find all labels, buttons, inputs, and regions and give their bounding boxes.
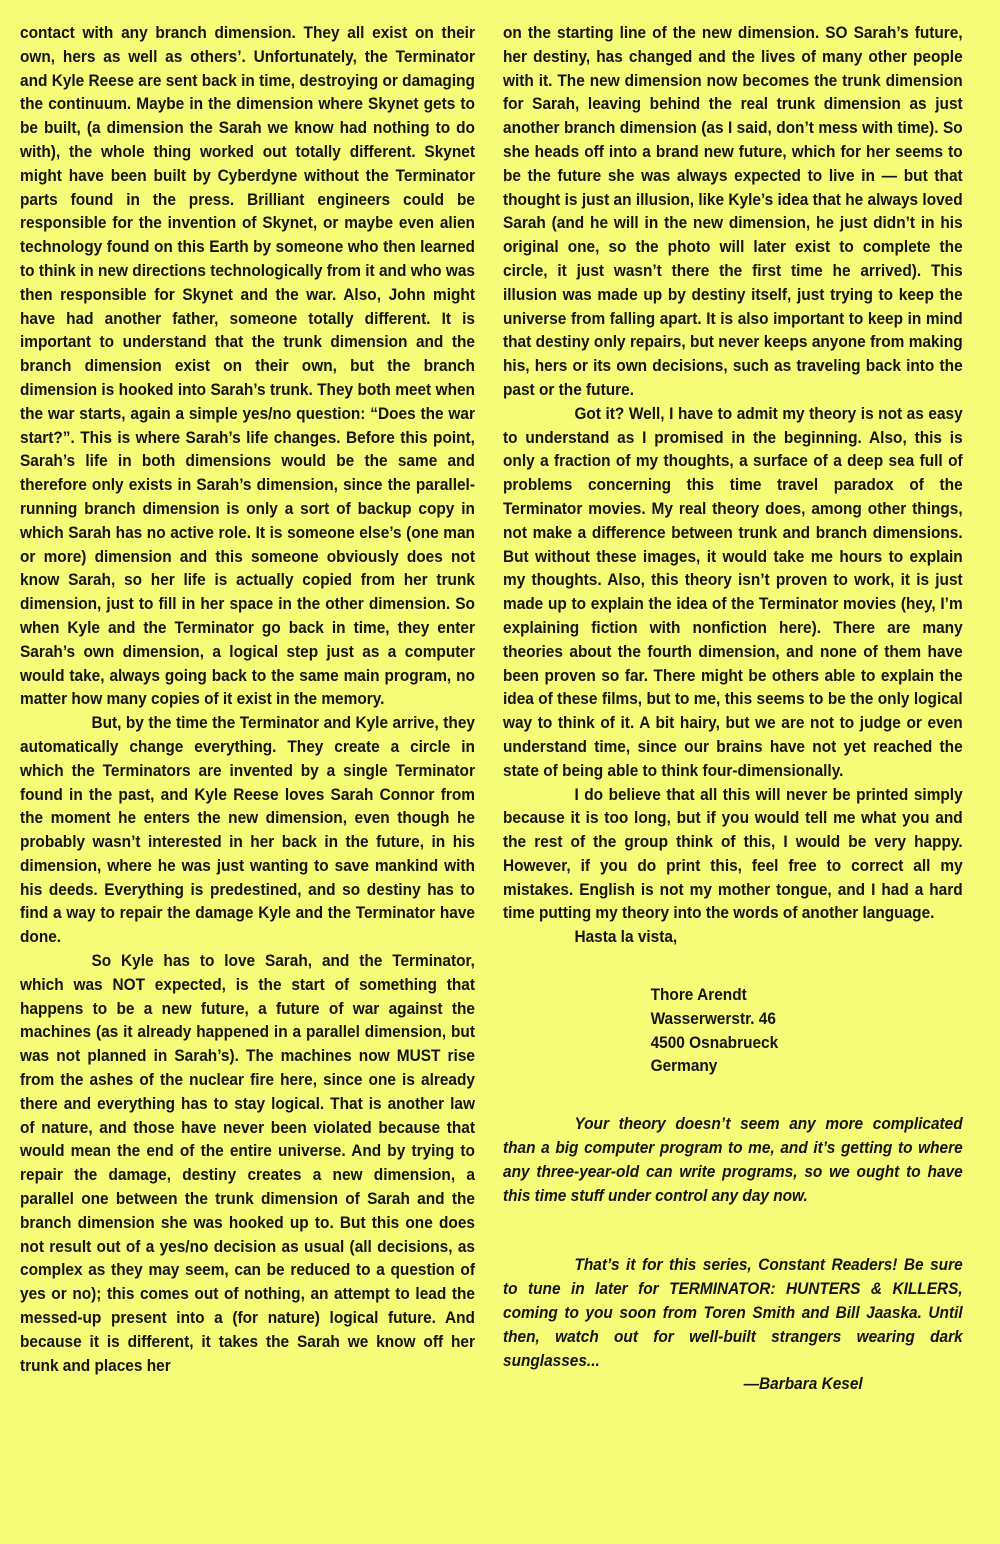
- letter-paragraph: on the starting line of the new dimension. SO Sarah’s future, her destiny, has changed and the lives of many other people with it. The new dimension now becomes the trunk dimension for Sarah, leaving behind the real trunk dimension as just another branch dimension (as I said, don’t mess with time). So she heads off into a brand new future, which for her seems to be the future she was always expected to live in — but that thought is just an illusion, like Kyle’s idea that he always loved Sarah (and he will in the new dimension, he just didn’t in his original one, so the photo will later exist to complete the circle, it just wasn’t there the first time he arrived). This illusion was made up by destiny itself, just trying to keep the universe from falling apart. It is also important to keep in mind that destiny only repairs, but never keeps anyone from making his, hers or its own decisions, such as traveling back into the past or the future.: [503, 24, 963, 399]
- sender-city: 4500 Osnabrueck: [650, 1033, 779, 1052]
- letter-paragraph: I do believe that all this will never be printed simply because it is too long, but if you would tell me what you and the rest of the group think of this, I would be very happy. However, if you do print this, feel free to correct all my mistakes. English is not my mother tongue, and I had a hard time putting my theory into the words of another language.: [503, 785, 963, 923]
- editor-reply: Your theory doesn’t seem any more complicated than a big computer program to me, and it’s getting to where any three-year-old can write programs, so we ought to have this time stuff under control any day now.: [503, 1115, 963, 1205]
- sender-name: Thore Arendt: [650, 986, 747, 1005]
- left-text-column: [20, 22, 475, 1378]
- letter-paragraph: So Kyle has to love Sarah, and the Terminator, which was NOT expected, is the start of something that happens to be a new future, a future of war against the machines (as it already happened in a parallel dimension, but was not planned in Sarah’s). The machines now MUST rise from the ashes of the nuclear fire here, since one is already there and everything has to stay logical. That is another law of nature, and those have never been violated because that would mean the end of the entire universe. And by trying to repair the damage, destiny creates a new dimension, a parallel one between the trunk dimension of Sarah and the branch dimension she was hooked up to. But this one does not result out of a yes/no decision as usual (all decisions, as complex as they may seem, can be reduced to a question of yes or no); this comes out of nothing, an attempt to lead the messed-up present into a (for nature) logical future. And because it is different, it takes the Sarah we know off her trunk and places her: [20, 952, 475, 1375]
- letter-paragraph: contact with any branch dimension. They all exist on their own, hers as well as others’. Unfortunately, the Terminator and Kyle Reese are sent back in time, destroying or damaging the continuum. Maybe in the dimension where Skynet gets to be built, (a dimension the Sarah we know had nothing to do with), the whole thing worked out totally different. Skynet might have been built by Cyberdyne without the Terminator parts found in the press. Brilliant engineers could be responsible for the invention of Skynet, or maybe even alien technology found on this Earth by someone who then learned to think in new directions technologically from it and who was then responsible for Skynet and the war. Also, John might have had another father, someone totally different. It is important to understand that the trunk dimension and the branch dimension exist on their own, but the branch dimension is hooked into Sarah’s trunk. They both meet when the war starts, again a simple yes/no question: “Does the war start?”. This is where Sarah’s life changes. Before this point, Sarah’s life in both dimensions would be the same and therefore only exists in Sarah’s dimension, since the parallel-running branch dimension is only a sort of backup copy in which Sarah has no active role. It is someone else’s (one man or more) dimension and this someone obviously does not know Sarah, so her life is actually copied from her trunk dimension, just to fill in her space in the other dimension. So when Kyle and the Terminator go back in time, they enter Sarah’s own dimension, a logical step just as a computer would take, always going back to the same main program, no matter how many copies of it exist in the memory.: [20, 24, 475, 709]
- sender-country: Germany: [650, 1057, 718, 1076]
- letter-paragraph: But, by the time the Terminator and Kyle arrive, they automatically change everything. They create a circle in which the Terminators are invented by a single Terminator found in the past, and Kyle Reese loves Sarah Connor from the moment he enters the new dimension, even though he probably wasn’t interested in her back in the future, in his dimension, where he was just wanting to save mankind with his deeds. Everything is predestined, and so destiny has to find a way to repair the damage Kyle and the Terminator have done.: [20, 714, 475, 947]
- sender-address: [503, 984, 963, 1079]
- letter-paragraph: Got it? Well, I have to admit my theory is not as easy to understand as I promised in the beginning. Also, this is only a fraction of my thoughts, a surface of a deep sea full of problems concerning this time travel paradox of the Terminator movies. My real theory does, among other things, not make a difference between trunk and branch dimensions. But without these images, it would take me hours to explain my thoughts. Also, this theory isn’t proven to work, it is just made up to explain the idea of the Terminator movies (hey, I’m explaining fiction with nonfiction here). There are many theories about the fourth dimension, and none of them have been proven so far. There might be others able to explain the idea of these films, but to me, this seems to be the only logical way to think of it. A bit hairy, but we are not to judge or even understand time, since our brains have not yet reached the state of being able to think four-dimensionally.: [503, 404, 963, 780]
- sender-street: Wasserwerstr. 46: [650, 1009, 776, 1028]
- right-text-column: [503, 22, 963, 1397]
- letter-closing: Hasta la vista,: [574, 928, 678, 947]
- editor-signature: —Barbara Kesel: [743, 1375, 863, 1394]
- editor-signoff: That’s it for this series, Constant Readers! Be sure to tune in later for TERMINATOR: HUNTERS & KILLERS, coming to you soon from Toren Smith and Bill Jaaska. Until then, watch out for well-built strangers wearing dark sunglasses...: [503, 1256, 963, 1370]
